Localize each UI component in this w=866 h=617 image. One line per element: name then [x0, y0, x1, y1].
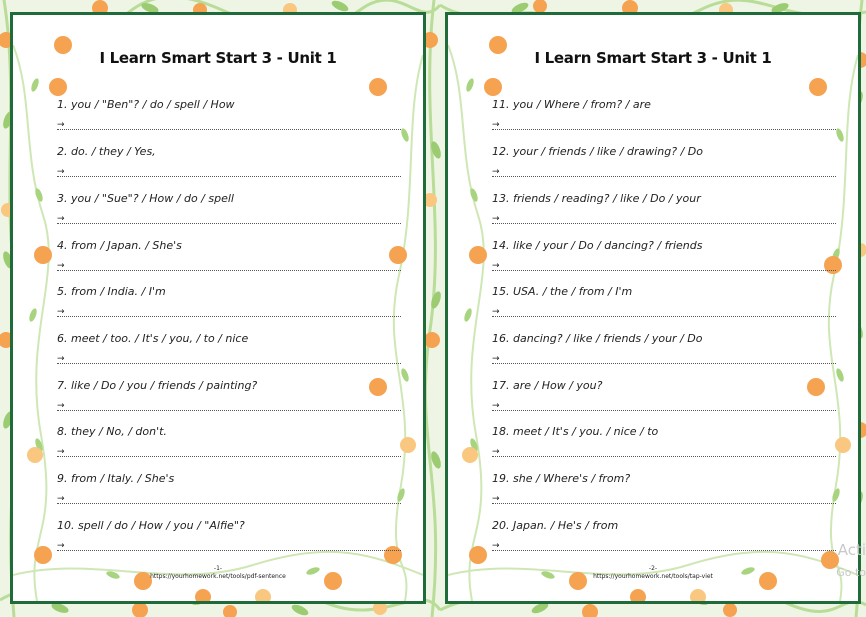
- arrow-icon: →: [57, 261, 65, 271]
- answer-line[interactable]: [57, 541, 401, 553]
- question-item: [492, 98, 836, 138]
- answer-line[interactable]: [57, 214, 401, 226]
- page-footer: [448, 565, 858, 581]
- question-prompt: 15. USA. / the / from / I'm: [492, 285, 633, 298]
- arrow-icon: →: [57, 167, 65, 177]
- answer-line[interactable]: [57, 401, 401, 413]
- footer-url[interactable]: https://yourhomework.net/tools/pdf-sentence: [150, 573, 286, 580]
- activation-watermark-line1: Acti: [837, 541, 866, 559]
- answer-rule: [57, 550, 401, 551]
- arrow-icon: →: [57, 354, 65, 364]
- answer-rule: [492, 129, 836, 130]
- answer-line[interactable]: [492, 494, 836, 506]
- question-item: [57, 285, 401, 325]
- answer-rule: [57, 316, 401, 317]
- question-prompt: 7. like / Do / you / friends / painting?: [57, 379, 258, 392]
- answer-line[interactable]: [57, 354, 401, 366]
- answer-line[interactable]: [492, 120, 836, 132]
- question-item: [57, 519, 401, 559]
- question-prompt: 11. you / Where / from? / are: [492, 98, 651, 111]
- question-item: [57, 472, 401, 512]
- question-prompt: 1. you / "Ben"? / do / spell / How: [57, 98, 235, 111]
- arrow-icon: →: [492, 447, 500, 457]
- question-prompt: 5. from / India. / I'm: [57, 285, 166, 298]
- question-item: [57, 425, 401, 465]
- question-prompt: 16. dancing? / like / friends / your / Do: [492, 332, 703, 345]
- question-prompt: 19. she / Where's / from?: [492, 472, 631, 485]
- activation-watermark-line2: Go to: [836, 566, 866, 579]
- question-item: [492, 379, 836, 419]
- page-title: I Learn Smart Start 3 - Unit 1: [534, 49, 772, 67]
- answer-line[interactable]: [492, 354, 836, 366]
- answer-rule: [492, 503, 836, 504]
- question-prompt: 6. meet / too. / It's / you, / to / nice: [57, 332, 249, 345]
- question-prompt: 20. Japan. / He's / from: [492, 519, 619, 532]
- answer-rule: [57, 176, 401, 177]
- answer-line[interactable]: [57, 307, 401, 319]
- question-prompt: 4. from / Japan. / She's: [57, 239, 182, 252]
- question-item: [57, 379, 401, 419]
- page-number: -2-: [648, 565, 658, 572]
- page-number: -1-: [213, 565, 223, 572]
- question-item: [57, 145, 401, 185]
- answer-rule: [492, 410, 836, 411]
- question-item: [492, 239, 836, 279]
- answer-rule: [57, 456, 401, 457]
- question-item: [492, 192, 836, 232]
- arrow-icon: →: [57, 120, 65, 130]
- answer-rule: [492, 176, 836, 177]
- answer-rule: [57, 129, 401, 130]
- arrow-icon: →: [492, 167, 500, 177]
- question-item: [492, 145, 836, 185]
- question-prompt: 10. spell / do / How / you / "Alfie"?: [57, 519, 245, 532]
- answer-line[interactable]: [492, 401, 836, 413]
- arrow-icon: →: [492, 307, 500, 317]
- question-prompt: 2. do. / they / Yes,: [57, 145, 156, 158]
- answer-line[interactable]: [57, 494, 401, 506]
- question-prompt: 18. meet / It's / you. / nice / to: [492, 425, 659, 438]
- answer-rule: [492, 316, 836, 317]
- question-prompt: 17. are / How / you?: [492, 379, 603, 392]
- arrow-icon: →: [492, 120, 500, 130]
- answer-rule: [492, 223, 836, 224]
- question-prompt: 13. friends / reading? / like / Do / your: [492, 192, 701, 205]
- question-item: [57, 98, 401, 138]
- answer-line[interactable]: [492, 167, 836, 179]
- question-item: [492, 425, 836, 465]
- question-item: [57, 192, 401, 232]
- arrow-icon: →: [57, 494, 65, 504]
- question-item: [492, 472, 836, 512]
- answer-line[interactable]: [57, 167, 401, 179]
- answer-rule: [57, 223, 401, 224]
- arrow-icon: →: [57, 307, 65, 317]
- arrow-icon: →: [57, 401, 65, 411]
- answer-line[interactable]: [492, 214, 836, 226]
- arrow-icon: →: [492, 541, 500, 551]
- answer-rule: [492, 550, 836, 551]
- page-title: I Learn Smart Start 3 - Unit 1: [99, 49, 337, 67]
- arrow-icon: →: [492, 214, 500, 224]
- arrow-icon: →: [57, 447, 65, 457]
- footer-url[interactable]: https://yourhomework.net/tools/tap-viet: [593, 573, 713, 580]
- answer-line[interactable]: [57, 447, 401, 459]
- arrow-icon: →: [492, 401, 500, 411]
- arrow-icon: →: [57, 541, 65, 551]
- answer-line[interactable]: [492, 307, 836, 319]
- answer-rule: [492, 363, 836, 364]
- question-prompt: 12. your / friends / like / drawing? / Do: [492, 145, 703, 158]
- question-item: [57, 239, 401, 279]
- page-footer: [13, 565, 423, 581]
- answer-rule: [57, 410, 401, 411]
- answer-rule: [57, 503, 401, 504]
- arrow-icon: →: [57, 214, 65, 224]
- answer-rule: [57, 270, 401, 271]
- question-prompt: 9. from / Italy. / She's: [57, 472, 175, 485]
- question-prompt: 3. you / "Sue"? / How / do / spell: [57, 192, 234, 205]
- answer-line[interactable]: [492, 447, 836, 459]
- question-prompt: 8. they / No, / don't.: [57, 425, 167, 438]
- answer-line[interactable]: [492, 541, 836, 553]
- worksheet-page-2: [445, 12, 861, 604]
- arrow-icon: →: [492, 494, 500, 504]
- answer-line[interactable]: [57, 120, 401, 132]
- answer-rule: [57, 363, 401, 364]
- question-item: [492, 332, 836, 372]
- answer-line[interactable]: [57, 261, 401, 273]
- worksheet-page-1: [10, 12, 426, 604]
- arrow-icon: →: [492, 261, 500, 271]
- answer-rule: [492, 270, 836, 271]
- question-item: [492, 519, 836, 559]
- question-prompt: 14. like / your / Do / dancing? / friends: [492, 239, 703, 252]
- question-item: [57, 332, 401, 372]
- answer-rule: [492, 456, 836, 457]
- question-item: [492, 285, 836, 325]
- answer-line[interactable]: [492, 261, 836, 273]
- arrow-icon: →: [492, 354, 500, 364]
